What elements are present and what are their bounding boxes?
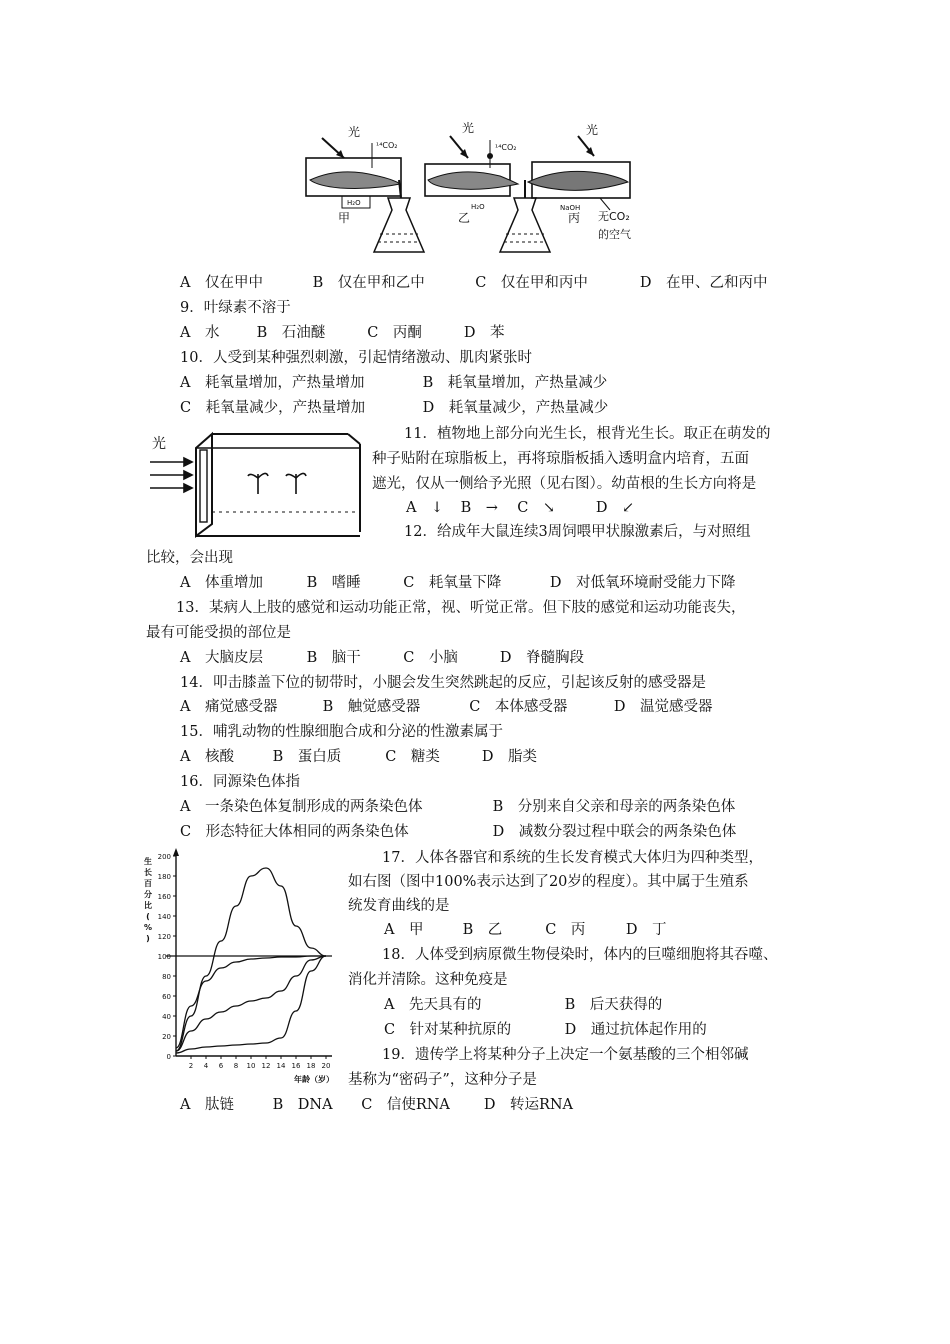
q13-option-b[interactable]: B 脑干	[306, 650, 361, 666]
q18-option-c[interactable]: C 针对某种抗原的	[384, 1022, 512, 1038]
setup-label-a: 甲	[338, 211, 351, 225]
y-tick-label: 0	[166, 1053, 171, 1061]
q16-options-row2	[180, 822, 736, 842]
box-front-face	[196, 434, 212, 536]
y-tick-label: 120	[157, 933, 171, 941]
q18-line2: 消化并清除。这种免疫是	[348, 972, 508, 988]
q19-option-b[interactable]: B DNA	[272, 1097, 333, 1113]
q13-option-d[interactable]: D 脊髓胸段	[499, 650, 584, 666]
q11-options	[406, 498, 634, 518]
q19-line2: 基称为“密码子”，这种分子是	[348, 1072, 537, 1088]
q15-option-a[interactable]: A 核酸	[180, 749, 234, 765]
setup-label-b: 乙	[458, 211, 471, 225]
q12-option-d[interactable]: D 对低氧环境耐受能力下降	[549, 575, 736, 591]
light-label-a: 光	[348, 125, 361, 139]
q17-option-c[interactable]: C 丙	[545, 922, 586, 938]
q12-line1: 12．给成年大鼠连续3周饲喂甲状腺激素后，与对照组	[404, 524, 751, 540]
growth-series-line-3	[176, 956, 326, 1051]
q19-line1: 19．遗传学上将某种分子上决定一个氨基酸的三个相邻碱	[382, 1047, 749, 1063]
q19-option-a[interactable]: A 肽链	[180, 1097, 234, 1113]
q17-line2: 如右图（图中100%表示达到了20岁的程度）。其中属于生殖系	[348, 874, 749, 890]
y-tick-label: 140	[157, 913, 171, 921]
co2-label-b: ¹⁴CO₂	[495, 143, 517, 152]
q15-option-c[interactable]: C 糖类	[385, 749, 440, 765]
q18-line1: 18．人体受到病原微生物侵染时，体内的巨噬细胞将其吞噬、	[382, 947, 778, 963]
h2o-label-a: H₂O	[347, 199, 361, 207]
q15-stem: 15．哺乳动物的性腺细胞合成和分泌的性激素属于	[180, 724, 503, 740]
q14-option-d[interactable]: D 温觉感受器	[613, 699, 713, 715]
q12-line2: 比较，会出现	[146, 550, 233, 566]
y-axis-label-char: )	[146, 934, 150, 943]
q10-option-c[interactable]: C 耗氧量减少，产热量增加	[180, 400, 366, 416]
y-axis-label-char: 百	[144, 879, 152, 888]
x-tick-label: 14	[276, 1062, 286, 1070]
q13-line1: 13．某病人上肢的感觉和运动功能正常，视、听觉正常。但下肢的感觉和运动功能丧失，	[176, 600, 746, 616]
q13-line2: 最有可能受损的部位是	[146, 625, 291, 641]
q10-options-row1	[180, 373, 607, 393]
x-axis-label: 年龄（岁）	[294, 1075, 334, 1084]
q18-option-d[interactable]: D 通过抗体起作用的	[564, 1022, 707, 1038]
q9-option-a[interactable]: A 水	[180, 325, 220, 341]
q17-option-a[interactable]: A 甲	[384, 922, 424, 938]
y-tick-label: 40	[162, 1013, 171, 1021]
q14-options	[180, 697, 712, 717]
q18-option-a[interactable]: A 先天具有的	[384, 997, 482, 1013]
light-label-b: 光	[462, 121, 475, 135]
naoh-label: NaOH	[560, 204, 581, 212]
seedling-box-figure	[148, 428, 368, 538]
leaf-c	[528, 171, 628, 190]
x-tick-label: 2	[188, 1062, 194, 1070]
growth-curve-chart	[140, 848, 340, 1088]
q10-options-row2	[180, 398, 608, 418]
q17-options	[384, 920, 666, 940]
q9-options	[180, 323, 504, 343]
q18-options-row1	[384, 995, 662, 1015]
q17-option-d[interactable]: D 丁	[625, 922, 667, 938]
q11-line2: 种子贴附在琼脂板上，再将琼脂板插入透明盒内培育，五面	[372, 451, 749, 467]
flask-left	[374, 198, 424, 252]
y-tick-label: 180	[157, 873, 171, 881]
y-axis-label-char: 长	[144, 868, 152, 877]
q11-option-a[interactable]: A ↓	[406, 500, 444, 516]
y-tick-label: 60	[162, 993, 171, 1001]
x-tick-label: 18	[306, 1062, 316, 1070]
x-tick-label: 4	[203, 1062, 209, 1070]
x-tick-label: 10	[246, 1062, 256, 1070]
y-axis-arrow	[173, 848, 179, 856]
q13-option-a[interactable]: A 大脑皮层	[180, 650, 263, 666]
q18-options-row2	[384, 1020, 707, 1040]
photosynthesis-apparatus-figure	[300, 118, 680, 258]
y-tick-label: 160	[157, 893, 171, 901]
q9-option-d[interactable]: D 苯	[463, 325, 505, 341]
y-axis-label-char: 生	[144, 857, 152, 866]
q15-options	[180, 747, 537, 767]
q10-stem: 10．人受到某种强烈刺激，引起情绪激动、肌肉紧张时	[180, 350, 532, 366]
x-tick-label: 12	[261, 1062, 271, 1070]
flask-right	[500, 198, 550, 252]
q14-option-a[interactable]: A 痛觉感受器	[180, 699, 278, 715]
y-axis-label-char: 分	[144, 890, 152, 899]
q14-stem: 14．叩击膝盖下位的韧带时，小腿会发生突然跳起的反应，引起该反射的感受器是	[180, 675, 706, 691]
q8-option-b[interactable]: B 仅在甲和乙中	[312, 275, 425, 291]
q11-line1: 11．植物地上部分向光生长，根背光生长。取正在萌发的	[404, 426, 771, 442]
no-co2-label-line2: 的空气	[598, 228, 631, 241]
q16-option-c[interactable]: C 形态特征大体相同的两条染色体	[180, 824, 409, 840]
leaf-a	[310, 172, 400, 189]
q15-option-d[interactable]: D 脂类	[481, 749, 537, 765]
q8-option-a[interactable]: A 仅在甲中	[180, 275, 263, 291]
y-axis-label-char: 比	[144, 901, 152, 910]
y-axis-label-char: %	[143, 923, 153, 932]
q12-option-b[interactable]: B 嗜睡	[306, 575, 361, 591]
q19-option-d[interactable]: D 转运RNA	[483, 1097, 574, 1113]
growth-series-line-2	[176, 956, 326, 1048]
y-tick-label: 100	[157, 953, 171, 961]
q16-option-b[interactable]: B 分别来自父亲和母亲的两条染色体	[492, 799, 736, 815]
q9-option-b[interactable]: B 石油醚	[256, 325, 326, 341]
q16-option-d[interactable]: D 减数分裂过程中联会的两条染色体	[492, 824, 737, 840]
q15-option-b[interactable]: B 蛋白质	[272, 749, 342, 765]
co2-label-a: ¹⁴CO₂	[376, 141, 398, 150]
y-tick-label: 80	[162, 973, 171, 981]
light-label-q11: 光	[152, 436, 166, 452]
q14-option-b[interactable]: B 触觉感受器	[322, 699, 421, 715]
q14-option-c[interactable]: C 本体感受器	[469, 699, 568, 715]
q16-options-row1	[180, 797, 735, 817]
q19-option-c[interactable]: C 信使RNA	[361, 1097, 450, 1113]
q10-option-d[interactable]: D 耗氧量减少，产热量减少	[422, 400, 609, 416]
y-tick-label: 20	[162, 1033, 171, 1041]
q17-option-b[interactable]: B 乙	[462, 922, 503, 938]
leaf-b	[428, 172, 518, 190]
q16-stem: 16．同源染色体指	[180, 774, 300, 790]
x-tick-label: 16	[291, 1062, 301, 1070]
q8-option-c[interactable]: C 仅在甲和丙中	[475, 275, 588, 291]
q18-option-b[interactable]: B 后天获得的	[564, 997, 663, 1013]
q12-option-c[interactable]: C 耗氧量下降	[403, 575, 502, 591]
q17-line1: 17．人体各器官和系统的生长发育模式大体归为四种类型，	[382, 850, 763, 866]
q12-options	[180, 573, 735, 593]
q10-option-a[interactable]: A 耗氧量增加，产热量增加	[180, 375, 365, 391]
q11-line3: 遮光，仅从一侧给予光照（见右图）。幼苗根的生长方向将是	[372, 476, 757, 492]
setup-label-c: 丙	[568, 211, 581, 225]
x-tick-label: 8	[233, 1062, 239, 1070]
q8-option-d[interactable]: D 在甲、乙和丙中	[639, 275, 768, 291]
q13-options	[180, 648, 584, 668]
q11-option-b[interactable]: B →	[460, 500, 498, 516]
no-co2-label-line1: 无CO₂	[598, 210, 630, 223]
h2o-label-b: H₂O	[471, 203, 485, 211]
q9-stem: 9．叶绿素不溶于	[180, 300, 291, 316]
q17-line3: 统发育曲线的是	[348, 898, 450, 914]
q13-option-c[interactable]: C 小脑	[403, 650, 458, 666]
q8-options	[180, 273, 767, 293]
q16-option-a[interactable]: A 一条染色体复制形成的两条染色体	[180, 799, 423, 815]
y-tick-label: 200	[157, 853, 171, 861]
x-tick-label: 6	[218, 1062, 224, 1070]
q19-options	[180, 1095, 573, 1115]
q12-option-a[interactable]: A 体重增加	[180, 575, 263, 591]
x-tick-label: 20	[321, 1062, 331, 1070]
light-label-c: 光	[586, 123, 599, 137]
q11-option-c[interactable]: C ↘	[517, 500, 555, 516]
growth-series-line-4	[176, 956, 326, 1053]
seedling-icon	[248, 473, 306, 494]
q11-option-d[interactable]: D ↙	[595, 500, 635, 516]
y-axis-label-char: (	[146, 912, 150, 921]
q9-option-c[interactable]: C 丙酮	[367, 325, 422, 341]
q10-option-b[interactable]: B 耗氧量增加，产热量减少	[422, 375, 608, 391]
